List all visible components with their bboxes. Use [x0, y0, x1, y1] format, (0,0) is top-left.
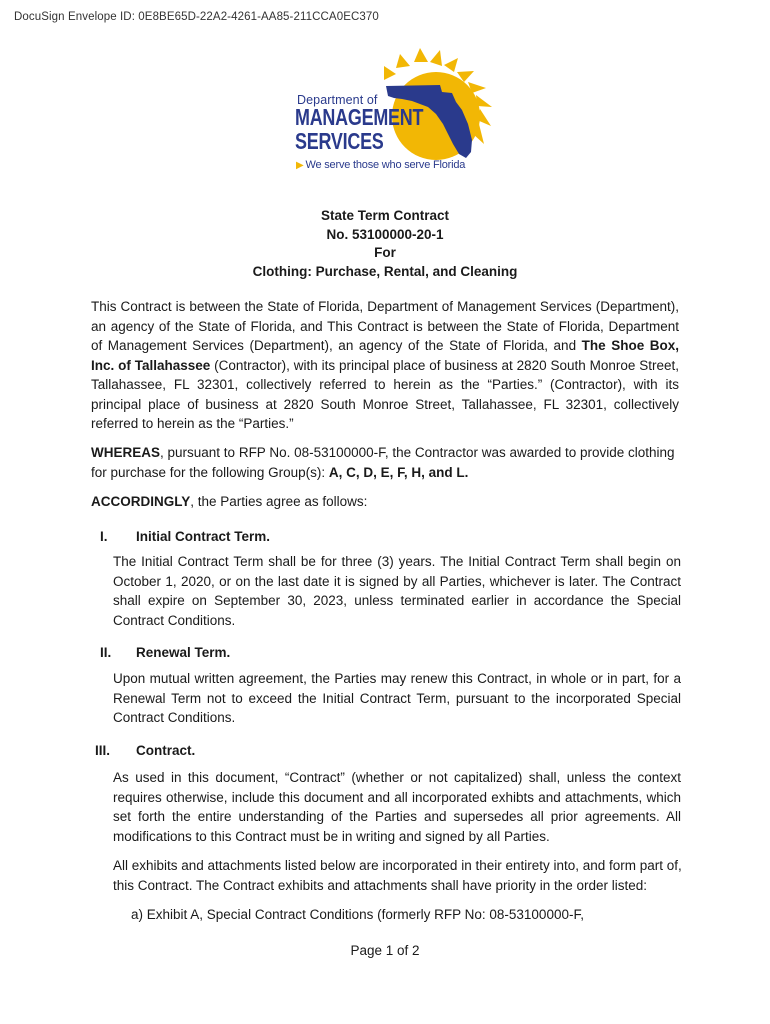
- section-3-number: III.: [95, 743, 111, 758]
- page-number: Page 1 of 2: [350, 943, 420, 958]
- whereas-paragraph: [91, 443, 681, 482]
- accordingly-label: ACCORDINGLY: [91, 494, 191, 509]
- section-1-number: I.: [100, 529, 108, 544]
- logo-tagline-text: We serve those who serve Florida: [305, 159, 466, 171]
- title-line-2: No. 53100000-20-1: [326, 226, 444, 242]
- section-3-title: Contract.: [136, 743, 196, 758]
- intro-text-2: (Contractor), with its principal place of business at 2820 South Monroe Street, Tallahassee, FL 32301, collectively referred to herein as the “Parties.” (Contractor), with its principal place of business at 2820 South Monroe Street, Tallahassee, FL 32301, collectively referred to herein as the “Parties.”: [91, 357, 679, 431]
- whereas-groups: A, C, D, E, F, H, and L.: [328, 464, 469, 480]
- play-arrow-icon: ▶: [296, 160, 304, 171]
- dms-logo: [290, 44, 505, 176]
- title-line-3: For: [374, 245, 396, 260]
- accordingly-paragraph: [91, 492, 681, 512]
- logo-line-services: SERVICES: [295, 128, 384, 154]
- section-3-body-2: All exhibits and attachments listed below are incorporated in their entirety into, and form part of, this Contract. The Contract exhibits and attachments shall have priority in the order listed:: [113, 858, 682, 893]
- logo-line-management: MANAGEMENT: [295, 104, 424, 130]
- section-1-body: The Initial Contract Term shall be for three (3) years. The Initial Contract Term shall begin on October 1, 2020, or on the last date it is signed by all Parties, whichever is later. The Contract shall expire on September 30, 2023, unless terminated earlier in accordance the Special Contract Conditions.: [113, 554, 681, 628]
- section-3-body-1: As used in this document, “Contract” (whether or not capitalized) shall, unless the context requires otherwise, include this document and all incorporated exhibts and attachments, which set forth the entire understanding of the Parties and supersedes all prior agreements. All modifications to this Contract must be in writing and signed by all Parties.: [113, 770, 681, 844]
- contractor-name: The Shoe Box, Inc. of Tallahassee: [91, 338, 680, 373]
- logo-line-department: Department of: [297, 93, 378, 107]
- logo-tagline: [296, 159, 465, 171]
- title-line-1: State Term Contract: [320, 208, 450, 223]
- intro-paragraph: [91, 297, 679, 434]
- section-2-body: Upon mutual written agreement, the Parties may renew this Contract, in whole or in part, for a Renewal Term not to exceed the Initial Contract Term, pursuant to the incorporated Special Contract Conditions.: [113, 671, 681, 725]
- intro-text-1: This Contract is between the State of Florida, Department of Management Services (Department), an agency of the State of Florida, and This Contract is between the State of Florida, Department of Management Services (Department), an agency of the State of Florida, and: [91, 299, 679, 353]
- accordingly-text: , the Parties agree as follows:: [190, 494, 368, 509]
- section-2-number: II.: [100, 645, 112, 660]
- whereas-text: , pursuant to RFP No. 08-53100000-F, the Contractor was awarded to provide clothing for purchase for the following Group(s):: [91, 445, 675, 480]
- section-1-title: Initial Contract Term.: [136, 529, 271, 544]
- whereas-label: WHEREAS: [91, 445, 161, 460]
- title-line-4: Clothing: Purchase, Rental, and Cleaning: [252, 263, 518, 279]
- contract-title: [0, 207, 770, 281]
- docusign-envelope-id: DocuSign Envelope ID: 0E8BE65D-22A2-4261-AA85-211CCA0EC370: [14, 11, 379, 23]
- section-2-title: Renewal Term.: [136, 645, 231, 660]
- exhibit-list-item-a: a) Exhibit A, Special Contract Conditions (formerly RFP No: 08-53100000-F,: [131, 907, 584, 922]
